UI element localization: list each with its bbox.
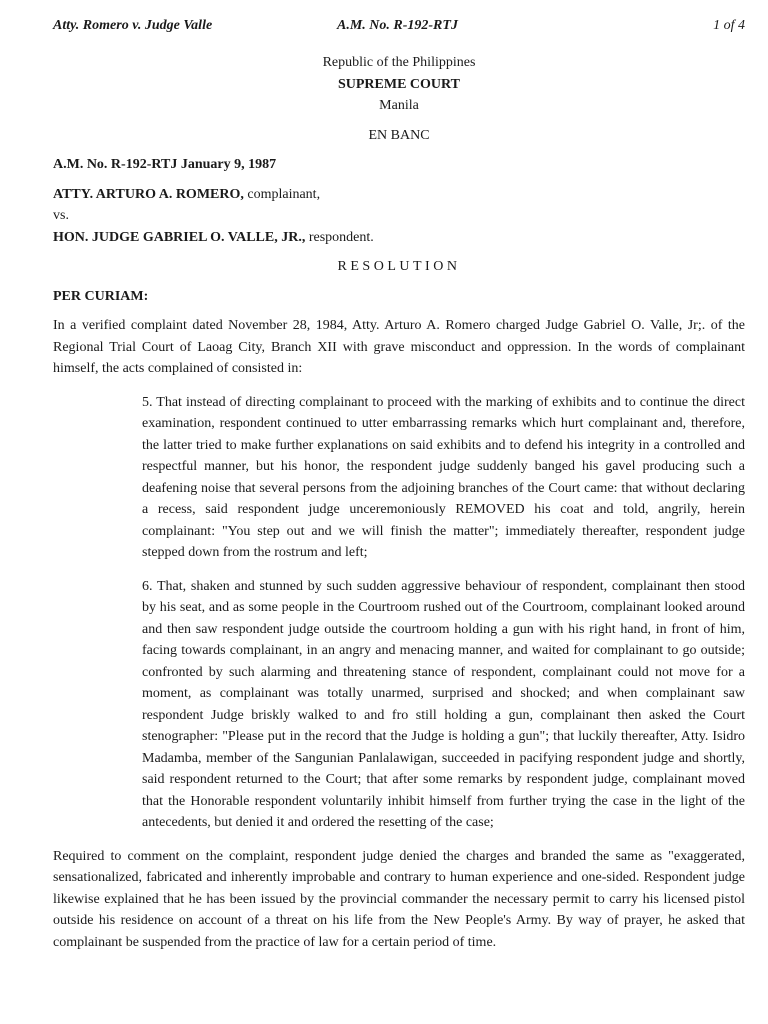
intro-paragraph: In a verified complaint dated November 28, 1984, Atty. Arturo A. Romero charged Judge Gabriel O. Valle, Jr;. of the Regional Trial Court of Laoag City, Branch XII with grave misconduct and oppression. In the words of complainant himself, the acts complained of consisted in: xyxy=(53,318,745,376)
running-header xyxy=(53,18,745,38)
complainant-line xyxy=(53,184,745,206)
court-name: SUPREME COURT xyxy=(337,76,460,92)
versus-line: vs. xyxy=(53,208,69,223)
court-city: Manila xyxy=(379,98,419,113)
complainant-role: complainant, xyxy=(243,186,321,202)
republic-line: Republic of the Philippines xyxy=(322,55,476,70)
per-curiam-heading: PER CURIAM: xyxy=(53,288,149,304)
header-case-number: A.M. No. R-192-RTJ xyxy=(337,18,458,33)
document-body xyxy=(53,52,745,953)
comment-paragraph: Required to comment on the complaint, respondent judge denied the charges and branded the same as "exaggerated, sensationalized, fabricated and inherently improbable and contrary to human experience and one-sided. Respondent judge likewise explained that he has been issued by the provincial commander the necessary permit to carry his licensed pistol outside his residence on account of a threat on his life from the New People's Army. By way of prayer, he asked that complainant be suspended from the practice of law for a certain period of time. xyxy=(53,848,745,950)
quoted-allegation-6: 6. That, shaken and stunned by such sudden aggressive behaviour of respondent, complainant then stood by his seat, and as some people in the Courtroom rushed out of the Courtroom, complainant looked around and then saw respondent judge outside the courtroom holding a gun with his right hand, in front of him, facing towards complainant, in an angry and menacing manner, and waited for complainant to go outside; confronted by such alarming and threatening stance of respondent, complainant could not move for a moment, as complainant was totally unarmed, surprised and shocked; and when complainant saw respondent Judge briskly walked to and fro still holding a gun, complainant then asked the Court stenographer: "Please put in the record that the Judge is holding a gun"; that luckily thereafter, Atty. Isidro Madamba, member of the Sangunian Panlalawigan, succeeded in pacifying respondent judge and shortly, said respondent returned to the Court; that after some remarks by respondent judge, complainant moved that the Honorable respondent voluntarily inhibit himself from further trying the case in the light of the antecedents, but denied it and ordered the resetting of the case; xyxy=(142,578,745,830)
complainant-name: ATTY. ARTURO A. ROMERO, xyxy=(53,186,244,202)
case-number-date: A.M. No. R-192-RTJ January 9, 1987 xyxy=(53,157,277,172)
header-page-indicator: 1 of 4 xyxy=(713,18,745,33)
respondent-line xyxy=(53,227,745,249)
quoted-allegation-5: 5. That instead of directing complainant to proceed with the marking of exhibits and to continue the direct examination, respondent continued to utter embarrassing remarks which hurt complainant and, therefore, the latter tried to make further explanations on said exhibits and to defend his integrity in a controlled and respectful manner, but his honor, the respondent judge suddenly banged his gavel producing such a deafening noise that several persons from the adjoining branches of the Court came: that without declaring a recess, said respondent judge unceremoniously REMOVED his coat and told, angrily, herein complainant: "You step out and we will finish the matter"; immediately thereafter, respondent judge stepped down from the rostrum and left; xyxy=(142,394,745,560)
respondent-name: HON. JUDGE GABRIEL O. VALLE, JR., xyxy=(53,229,306,245)
resolution-title: RESOLUTION xyxy=(337,259,461,274)
respondent-role: respondent. xyxy=(305,229,374,245)
header-case-short: Atty. Romero v. Judge Valle xyxy=(53,18,213,33)
court-division: EN BANC xyxy=(368,127,430,143)
